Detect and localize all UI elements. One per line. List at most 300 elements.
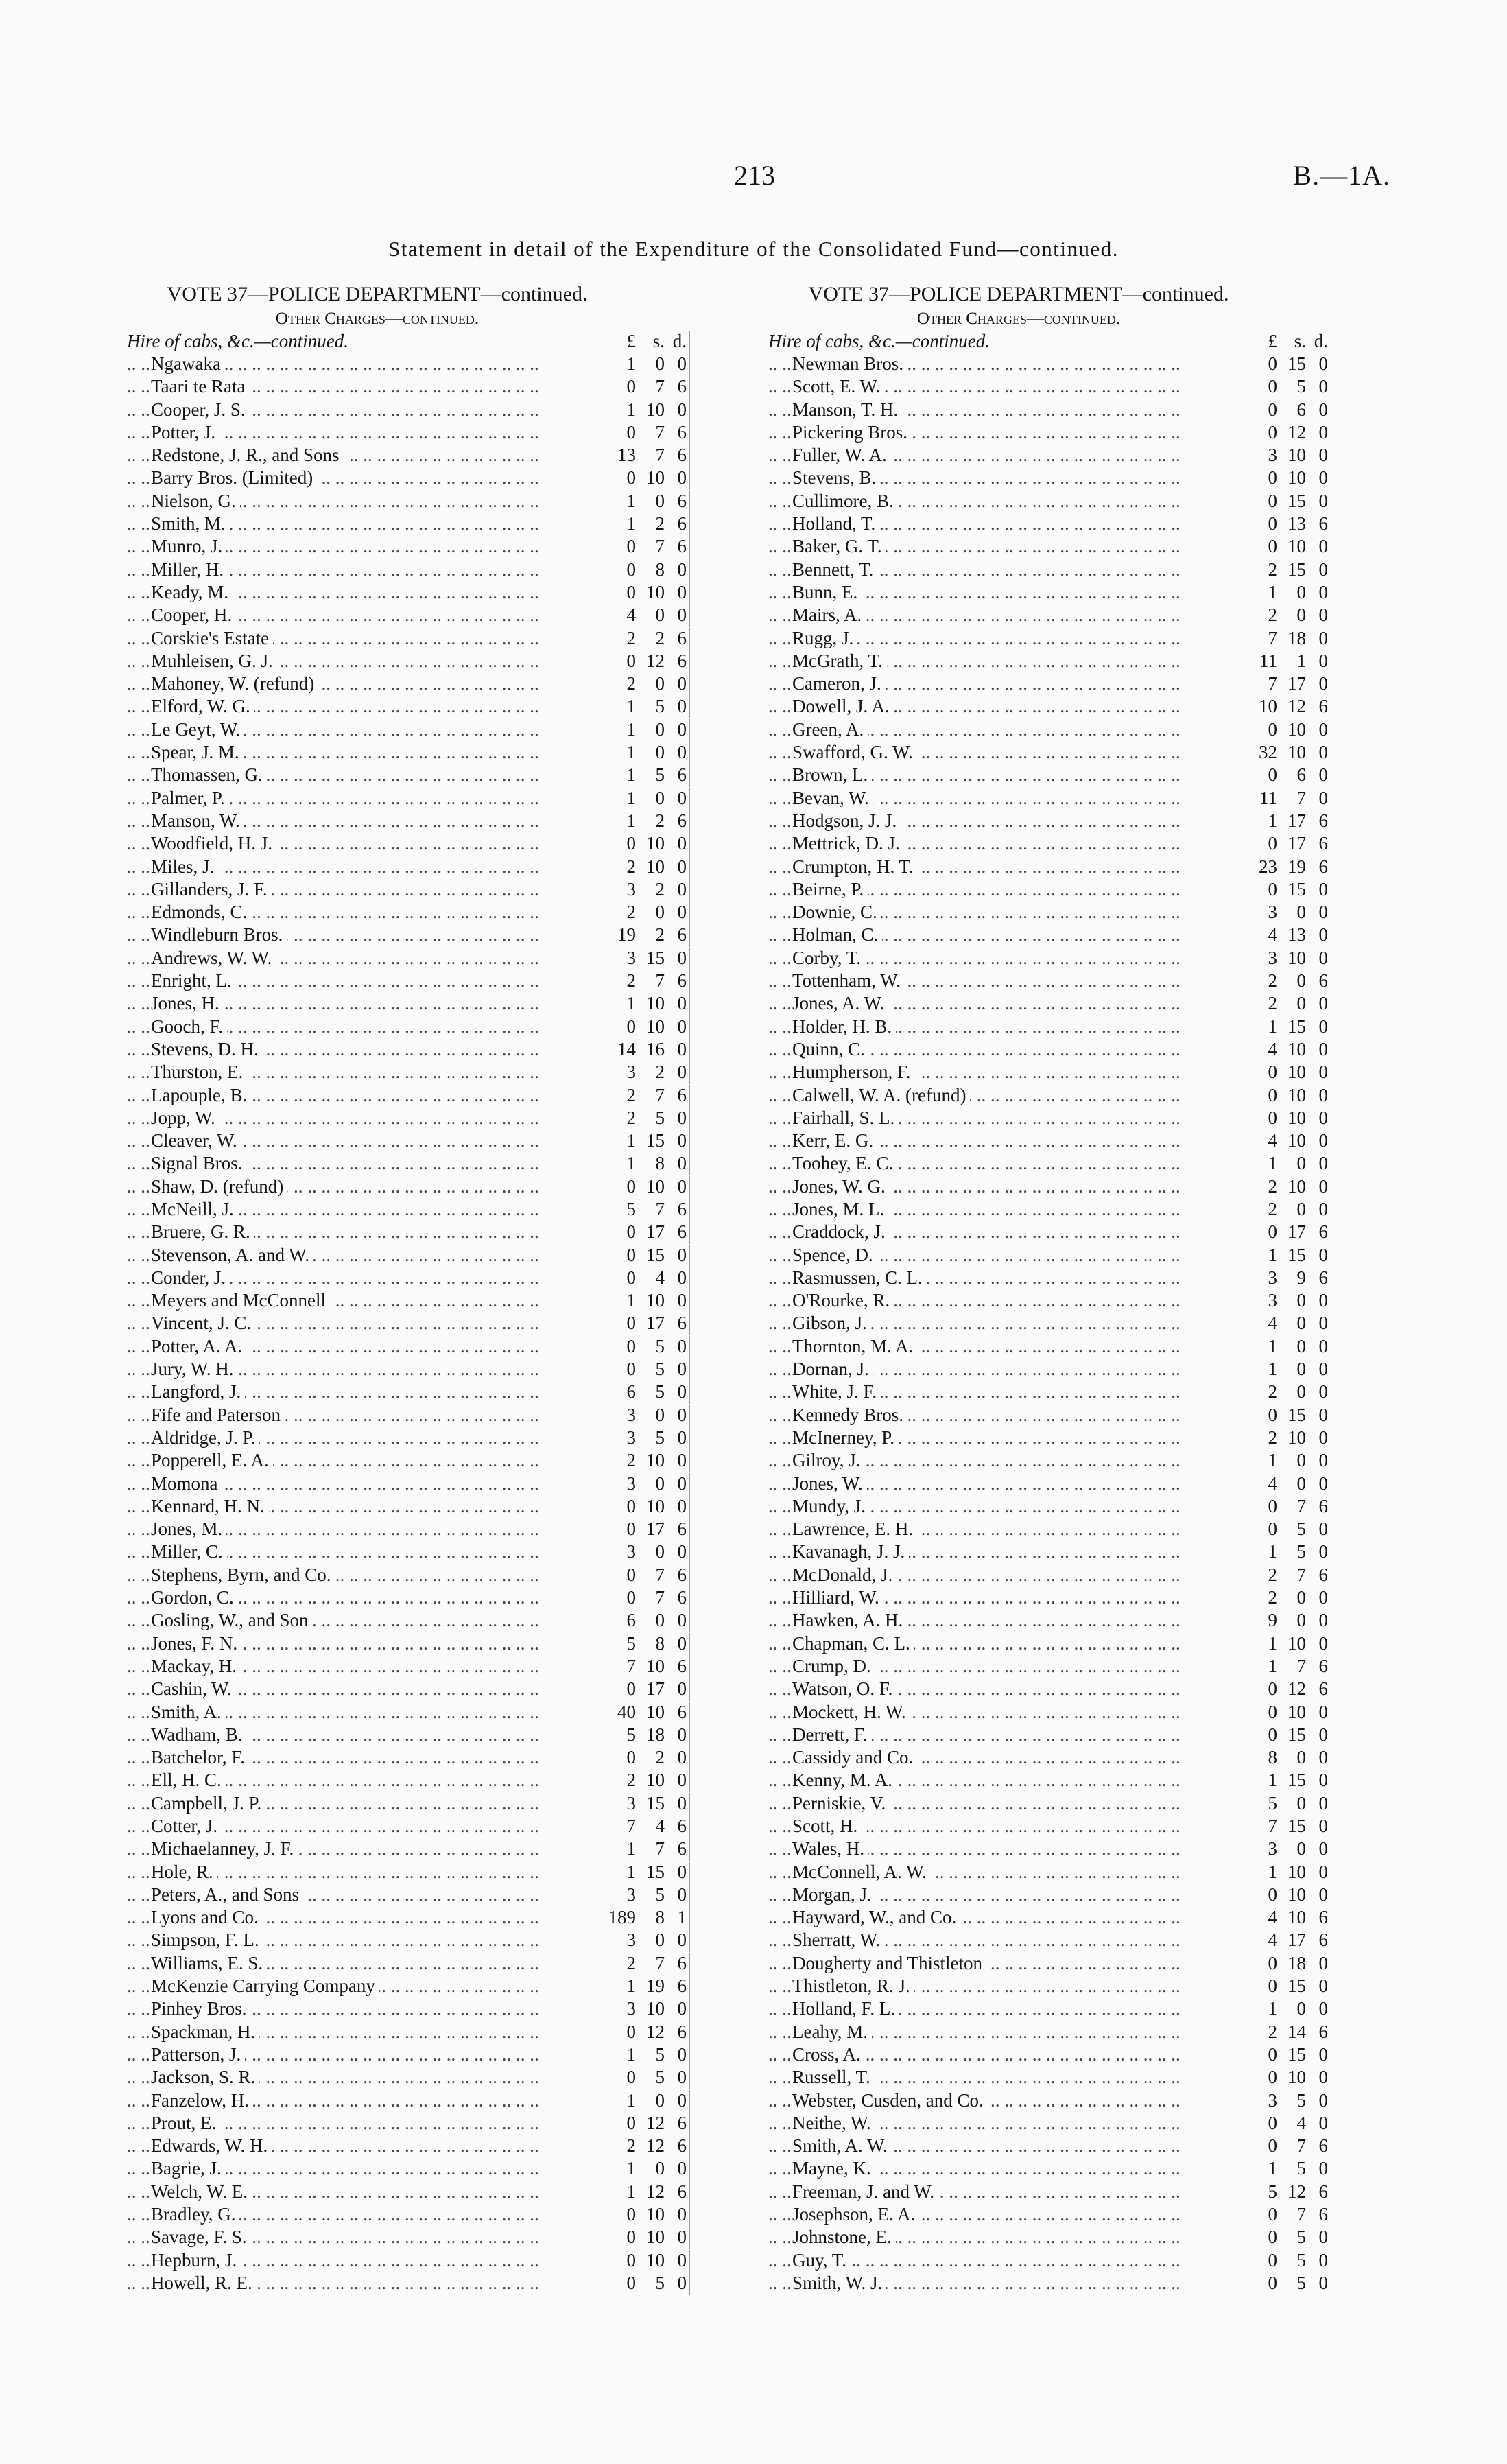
ledger-row xyxy=(768,2135,1331,2158)
ledger-row xyxy=(768,559,1331,582)
shillings-value: 15 xyxy=(1288,878,1306,900)
pounds-value: 0 xyxy=(626,1175,636,1197)
payee-name: Kerr, E. G. xyxy=(792,1130,877,1151)
ledger-row xyxy=(127,2113,689,2135)
ledger-row xyxy=(127,1359,689,1381)
payee-name: Holman, C. xyxy=(792,924,882,946)
column-rule xyxy=(689,1359,691,1381)
shillings-value: 0 xyxy=(1296,1747,1306,1768)
ledger-row xyxy=(127,1496,689,1518)
payee-name: Stephens, Byrn, and Co. xyxy=(151,1564,335,1586)
pounds-value: 0 xyxy=(1268,1495,1277,1516)
payee-name: Simpson, F. L. xyxy=(151,1929,263,1951)
payee-name: Bagrie, J. xyxy=(151,2158,226,2179)
pounds-value: 1 xyxy=(1268,1244,1277,1265)
payee-name: Lapouple, B. xyxy=(151,1085,251,1106)
payee-name: McNeill, J. xyxy=(151,1199,238,1220)
ledger-row xyxy=(768,1130,1331,1153)
shillings-value: 18 xyxy=(646,1724,665,1745)
pence-value: 0 xyxy=(1318,924,1328,946)
payee-name: Brown, L. xyxy=(792,764,872,786)
pounds-value: 0 xyxy=(626,2227,636,2248)
pence-value: 6 xyxy=(677,2135,687,2157)
pence-value: 0 xyxy=(1318,536,1328,557)
shillings-value: 10 xyxy=(646,2204,665,2225)
pence-value: 6 xyxy=(677,2112,687,2133)
pounds-value: 2 xyxy=(1268,1381,1277,1403)
pounds-value: 1 xyxy=(1268,1861,1277,1882)
pounds-value: 13 xyxy=(617,445,636,466)
shillings-value: 10 xyxy=(646,1655,665,1676)
shillings-value: 5 xyxy=(1296,2158,1306,2179)
shillings-value: 5 xyxy=(1296,2272,1306,2293)
shillings-value: 10 xyxy=(1288,445,1306,466)
shillings-value: 2 xyxy=(655,513,665,535)
pence-value: 0 xyxy=(677,1427,687,1448)
column-rule xyxy=(689,491,691,513)
column-rule xyxy=(689,2204,691,2227)
pounds-value: 0 xyxy=(1268,2249,1277,2271)
pounds-value: 2 xyxy=(626,1770,636,1791)
pounds-value: 1 xyxy=(626,490,636,511)
pence-value: 6 xyxy=(677,1838,687,1859)
pounds-value: 0 xyxy=(626,1564,636,1585)
shillings-value: 5 xyxy=(1296,2089,1306,2111)
pence-value: 0 xyxy=(677,2089,687,2111)
pence-value: 6 xyxy=(677,1816,687,1836)
column-rule xyxy=(689,2227,691,2249)
pence-value: 0 xyxy=(677,1359,687,1380)
column-rule xyxy=(689,719,691,742)
pence-value: 0 xyxy=(677,1610,687,1631)
shillings-value: 2 xyxy=(655,810,665,831)
ledger-row xyxy=(768,879,1331,902)
column-rule xyxy=(689,1085,691,1107)
ledger-row xyxy=(768,422,1331,445)
pounds-value: 4 xyxy=(1268,1313,1277,1334)
ledger-row xyxy=(127,1336,689,1359)
shillings-value: 13 xyxy=(1288,924,1306,946)
column-rule xyxy=(689,1039,691,1061)
column-rule xyxy=(689,2021,691,2044)
pence-value: 0 xyxy=(677,1861,687,1882)
payee-name: Savage, F. S. xyxy=(151,2227,251,2248)
section-header xyxy=(127,331,689,353)
pounds-value: 2 xyxy=(626,970,636,992)
shillings-value: 0 xyxy=(1296,1610,1306,1631)
ledger-row xyxy=(768,1678,1331,1701)
shillings-value: 10 xyxy=(646,1450,665,1471)
column-rule xyxy=(689,1541,691,1564)
pence-value: 6 xyxy=(677,376,687,397)
pounds-value: 0 xyxy=(1268,718,1277,740)
pence-value: 6 xyxy=(677,810,687,831)
payee-name: Taari te Rata xyxy=(151,376,250,397)
pounds-value: 5 xyxy=(626,1632,636,1654)
shillings-value: 15 xyxy=(646,1130,665,1151)
shillings-value: 10 xyxy=(1288,1038,1306,1059)
shillings-value: 12 xyxy=(646,2112,665,2133)
pounds-value: 7 xyxy=(1268,1816,1277,1836)
shillings-value: 10 xyxy=(646,1175,665,1197)
pounds-value: 0 xyxy=(1268,1701,1277,1722)
payee-name: Cleaver, W. xyxy=(151,1130,241,1151)
pence-value: 6 xyxy=(677,1084,687,1105)
ledger-row xyxy=(768,1656,1331,1678)
ledger-row xyxy=(127,1564,689,1587)
pence-value: 0 xyxy=(1318,1770,1328,1791)
ledger-row xyxy=(127,1016,689,1039)
shillings-value: 7 xyxy=(655,1198,665,1219)
column-rule xyxy=(689,1838,691,1861)
shillings-value: 7 xyxy=(1296,2135,1306,2157)
payee-name: Hole, R. xyxy=(151,1862,217,1883)
pounds-value: 3 xyxy=(626,1541,636,1562)
payee-name: Hilliard, W. xyxy=(792,1587,883,1608)
pence-value: 0 xyxy=(1318,353,1328,374)
payee-name: Michaelanney, J. F. xyxy=(151,1838,298,1859)
pence-value: 0 xyxy=(677,947,687,968)
pounds-value: 0 xyxy=(1268,1061,1277,1083)
shillings-value: 10 xyxy=(646,993,665,1014)
shillings-heading: s. xyxy=(1294,331,1306,351)
column-rule xyxy=(689,810,691,833)
pence-value: 0 xyxy=(677,1495,687,1516)
payee-name: Tottenham, W. xyxy=(792,970,905,992)
payee-name: Newman Bros. xyxy=(792,353,907,375)
pence-value: 0 xyxy=(1318,2227,1328,2248)
pounds-value: 4 xyxy=(626,605,636,626)
shillings-value: 1 xyxy=(1296,650,1306,671)
ledger-row xyxy=(768,764,1331,787)
ledger-row xyxy=(127,1061,689,1084)
pence-value: 6 xyxy=(1318,833,1328,854)
pounds-value: 7 xyxy=(1268,627,1277,648)
section-label: Hire of cabs, &c.—continued. xyxy=(768,331,990,351)
pounds-value: 3 xyxy=(626,947,636,968)
column-rule xyxy=(689,696,691,718)
ledger-row xyxy=(127,1747,689,1770)
pence-value: 6 xyxy=(677,445,687,466)
entry-list xyxy=(127,353,689,2295)
shillings-value: 0 xyxy=(655,742,665,763)
ledger-row xyxy=(127,353,689,376)
ledger-row xyxy=(127,1450,689,1472)
payee-name: Johnstone, E. xyxy=(792,2227,896,2248)
pence-value: 0 xyxy=(1318,1587,1328,1608)
ledger-row xyxy=(768,1221,1331,1244)
ledger-row xyxy=(768,1359,1331,1381)
pence-value: 6 xyxy=(677,536,687,557)
payee-name: Fife and Paterson xyxy=(151,1405,285,1426)
payee-name: Nielson, G. xyxy=(151,491,240,512)
payee-name: Holland, F. L. xyxy=(792,1998,899,2019)
shillings-value: 0 xyxy=(1296,902,1306,923)
shillings-value: 0 xyxy=(1296,1153,1306,1174)
payee-name: Cashin, W. xyxy=(151,1678,236,1700)
pounds-value: 2 xyxy=(626,1952,636,1973)
payee-name: Edmonds, C. xyxy=(151,902,251,923)
pounds-value: 5 xyxy=(626,1724,636,1745)
column-rule xyxy=(689,445,691,467)
vote-heading: VOTE 37—POLICE DEPARTMENT—continued. xyxy=(808,283,1229,305)
payee-name: Holder, H. B. xyxy=(792,1016,896,1037)
ledger-row xyxy=(768,1427,1331,1450)
shillings-value: 10 xyxy=(646,1495,665,1516)
shillings-value: 18 xyxy=(1288,627,1306,648)
pence-value: 0 xyxy=(677,1541,687,1562)
pounds-value: 0 xyxy=(626,1518,636,1540)
ledger-row xyxy=(127,902,689,924)
pence-value: 0 xyxy=(677,696,687,717)
pence-value: 0 xyxy=(1318,1153,1328,1174)
payee-name: Gooch, F. xyxy=(151,1016,227,1037)
pence-value: 0 xyxy=(1318,421,1328,443)
ledger-row xyxy=(768,2181,1331,2204)
column-rule xyxy=(689,833,691,856)
payee-name: Shaw, D. (refund) xyxy=(151,1176,287,1197)
ledger-row xyxy=(768,1838,1331,1861)
shillings-value: 12 xyxy=(646,2135,665,2157)
vote-heading: VOTE 37—POLICE DEPARTMENT—continued. xyxy=(167,283,588,305)
payee-name: Quinn, C. xyxy=(792,1039,869,1060)
column-rule xyxy=(689,948,691,970)
pounds-heading: £ xyxy=(1268,331,1277,351)
pence-value: 0 xyxy=(677,1884,687,1905)
pence-value: 0 xyxy=(677,1770,687,1791)
ledger-row xyxy=(127,1587,689,1610)
pence-value: 0 xyxy=(1318,1290,1328,1311)
pounds-value: 0 xyxy=(626,421,636,443)
column-rule xyxy=(689,764,691,787)
payee-name: McInerney, P. xyxy=(792,1427,899,1448)
pounds-value: 2 xyxy=(626,856,636,877)
pence-value: 0 xyxy=(1318,1747,1328,1768)
shillings-value: 12 xyxy=(646,2181,665,2202)
pounds-value: 2 xyxy=(1268,1427,1277,1448)
shillings-value: 15 xyxy=(1288,1016,1306,1037)
ledger-row xyxy=(768,1381,1331,1404)
ledger-row xyxy=(768,742,1331,764)
shillings-value: 12 xyxy=(1288,421,1306,443)
pounds-value: 1 xyxy=(626,718,636,740)
pence-value: 0 xyxy=(677,1792,687,1814)
payee-name: Manson, T. H. xyxy=(792,399,902,421)
shillings-value: 10 xyxy=(646,1016,665,1037)
shillings-value: 0 xyxy=(655,1404,665,1425)
payee-name: Wadham, B. xyxy=(151,1724,247,1746)
pounds-value: 2 xyxy=(626,1107,636,1128)
ledger-row xyxy=(127,1770,689,1792)
pence-value: 0 xyxy=(1318,581,1328,602)
pounds-value: 1 xyxy=(626,1838,636,1859)
ledger-row xyxy=(127,1473,689,1496)
pounds-value: 0 xyxy=(626,2272,636,2293)
pounds-value: 0 xyxy=(626,1495,636,1516)
column-rule xyxy=(689,1724,691,1747)
payee-name: Enright, L. xyxy=(151,970,236,992)
shillings-value: 12 xyxy=(1288,696,1306,717)
pounds-value: 5 xyxy=(626,1198,636,1219)
pence-value: 0 xyxy=(1318,742,1328,763)
pence-value: 0 xyxy=(677,2272,687,2293)
pence-value: 0 xyxy=(677,1153,687,1174)
shillings-value: 0 xyxy=(655,2089,665,2111)
payee-name: Crump, D. xyxy=(792,1656,875,1677)
shillings-value: 0 xyxy=(655,673,665,694)
ledger-row xyxy=(127,1702,689,1724)
ledger-row xyxy=(127,467,689,490)
ledger-row xyxy=(127,719,689,742)
payee-name: Lyons and Co. xyxy=(151,1907,263,1928)
pounds-value: 0 xyxy=(1268,1975,1277,1997)
column-rule xyxy=(689,2044,691,2067)
payee-name: Fuller, W. A. xyxy=(792,445,891,466)
payee-name: Gibson, J. xyxy=(792,1313,871,1334)
pounds-value: 19 xyxy=(617,924,636,946)
ledger-row xyxy=(127,2021,689,2044)
payee-name: Hawken, A. H. xyxy=(792,1610,907,1631)
pence-value: 0 xyxy=(1318,1244,1328,1265)
payee-name: Jackson, S. R. xyxy=(151,2067,259,2088)
pounds-value: 3 xyxy=(626,878,636,900)
shillings-value: 0 xyxy=(655,490,665,511)
ledger-row xyxy=(768,1153,1331,1175)
payee-name: Manson, W. xyxy=(151,810,244,832)
pence-value: 6 xyxy=(1318,1678,1328,1700)
pence-value: 0 xyxy=(1318,1175,1328,1197)
pence-value: 0 xyxy=(677,2158,687,2179)
ledger-row xyxy=(768,1199,1331,1221)
payee-name: Stevenson, A. and W. xyxy=(151,1245,313,1266)
pence-value: 0 xyxy=(1318,1198,1328,1219)
ledger-row xyxy=(768,1633,1331,1656)
payee-name: Lawrence, E. H. xyxy=(792,1518,917,1540)
ledger-row xyxy=(127,422,689,445)
payee-name: Cooper, H. xyxy=(151,605,236,626)
payee-name: Williams, E. S. xyxy=(151,1953,267,1974)
column-rule xyxy=(689,1267,691,1290)
shillings-value: 10 xyxy=(646,2227,665,2248)
pence-value: 0 xyxy=(677,993,687,1014)
pence-value: 0 xyxy=(677,1929,687,1951)
payee-name: Andrews, W. W. xyxy=(151,948,276,969)
pounds-value: 4 xyxy=(1268,1038,1277,1059)
shillings-value: 17 xyxy=(1288,810,1306,831)
payee-name: Calwell, W. A. (refund) xyxy=(792,1085,970,1106)
pounds-value: 1 xyxy=(1268,1359,1277,1380)
column-rule xyxy=(689,1587,691,1610)
pence-value: 0 xyxy=(1318,1381,1328,1403)
ledger-row xyxy=(127,1633,689,1656)
payee-name: Neithe, W. xyxy=(792,2113,875,2134)
section-label: Hire of cabs, &c.—continued. xyxy=(127,331,348,351)
pence-value: 6 xyxy=(1318,1267,1328,1288)
payee-name: Stevens, D. H. xyxy=(151,1039,263,1060)
pounds-value: 1 xyxy=(626,1290,636,1311)
shillings-value: 0 xyxy=(1296,1381,1306,1403)
column-rule xyxy=(689,331,691,353)
shillings-value: 15 xyxy=(646,1792,665,1814)
pence-value: 0 xyxy=(677,787,687,808)
pence-value: 0 xyxy=(1318,1541,1328,1562)
payee-name: Muhleisen, G. J. xyxy=(151,650,277,672)
payee-name: Ell, H. C. xyxy=(151,1770,226,1791)
pounds-value: 0 xyxy=(1268,513,1277,535)
pence-value: 0 xyxy=(1318,902,1328,923)
column-rule xyxy=(689,1199,691,1221)
pence-value: 6 xyxy=(677,1221,687,1243)
ledger-row xyxy=(768,856,1331,879)
pounds-value: 1 xyxy=(626,353,636,374)
pence-value: 6 xyxy=(1318,513,1328,535)
ledger-row xyxy=(768,650,1331,673)
payee-name: Gosling, W., and Son xyxy=(151,1610,313,1631)
shillings-value: 8 xyxy=(655,559,665,580)
column-rule xyxy=(689,1953,691,1975)
pounds-value: 0 xyxy=(1268,490,1277,511)
pence-value: 0 xyxy=(1318,467,1328,489)
pence-value: 6 xyxy=(1318,810,1328,831)
shillings-heading: s. xyxy=(652,331,665,351)
ledger-row xyxy=(768,1929,1331,1952)
pence-value: 0 xyxy=(1318,1404,1328,1425)
column-rule xyxy=(689,2135,691,2158)
ledger-row xyxy=(768,467,1331,490)
ledger-row xyxy=(768,605,1331,627)
shillings-value: 15 xyxy=(1288,1404,1306,1425)
column-rule xyxy=(689,1975,691,1998)
pounds-value: 0 xyxy=(1268,2112,1277,2133)
pounds-value: 1 xyxy=(626,1975,636,1997)
column-rule xyxy=(689,1816,691,1838)
pence-value: 0 xyxy=(677,2249,687,2271)
shillings-value: 10 xyxy=(1288,1130,1306,1151)
ledger-row xyxy=(127,1953,689,1975)
column-rule xyxy=(689,1221,691,1244)
ledger-row xyxy=(127,399,689,422)
pounds-value: 1 xyxy=(626,2158,636,2179)
shillings-value: 5 xyxy=(655,1427,665,1448)
ledger-row xyxy=(127,650,689,673)
payee-name: Swafford, G. W. xyxy=(792,742,917,763)
pence-value: 0 xyxy=(1318,1952,1328,1973)
payee-name: Campbell, J. P. xyxy=(151,1793,265,1814)
shillings-value: 9 xyxy=(1296,1267,1306,1288)
column-rule xyxy=(689,970,691,993)
shillings-value: 10 xyxy=(646,399,665,420)
shillings-value: 7 xyxy=(1296,1655,1306,1676)
payee-name: McDonald, J. xyxy=(792,1564,897,1586)
shillings-value: 0 xyxy=(1296,1290,1306,1311)
payee-name: Dornan, J. xyxy=(792,1359,873,1380)
payee-name: Jones, M. xyxy=(151,1518,226,1540)
ledger-row xyxy=(768,1816,1331,1838)
pounds-value: 2 xyxy=(626,902,636,923)
pence-value: 0 xyxy=(677,1175,687,1197)
pounds-value: 2 xyxy=(1268,1587,1277,1608)
ledger-row xyxy=(127,1656,689,1678)
pence-value: 0 xyxy=(677,467,687,489)
ledger-row xyxy=(127,1199,689,1221)
shillings-value: 0 xyxy=(1296,1198,1306,1219)
pounds-value: 1 xyxy=(1268,1335,1277,1357)
ledger-row xyxy=(127,513,689,536)
pounds-value: 0 xyxy=(1268,2227,1277,2248)
shillings-value: 15 xyxy=(1288,2043,1306,2065)
pence-value: 0 xyxy=(1318,1838,1328,1859)
payee-name: Kenny, M. A. xyxy=(792,1770,897,1791)
